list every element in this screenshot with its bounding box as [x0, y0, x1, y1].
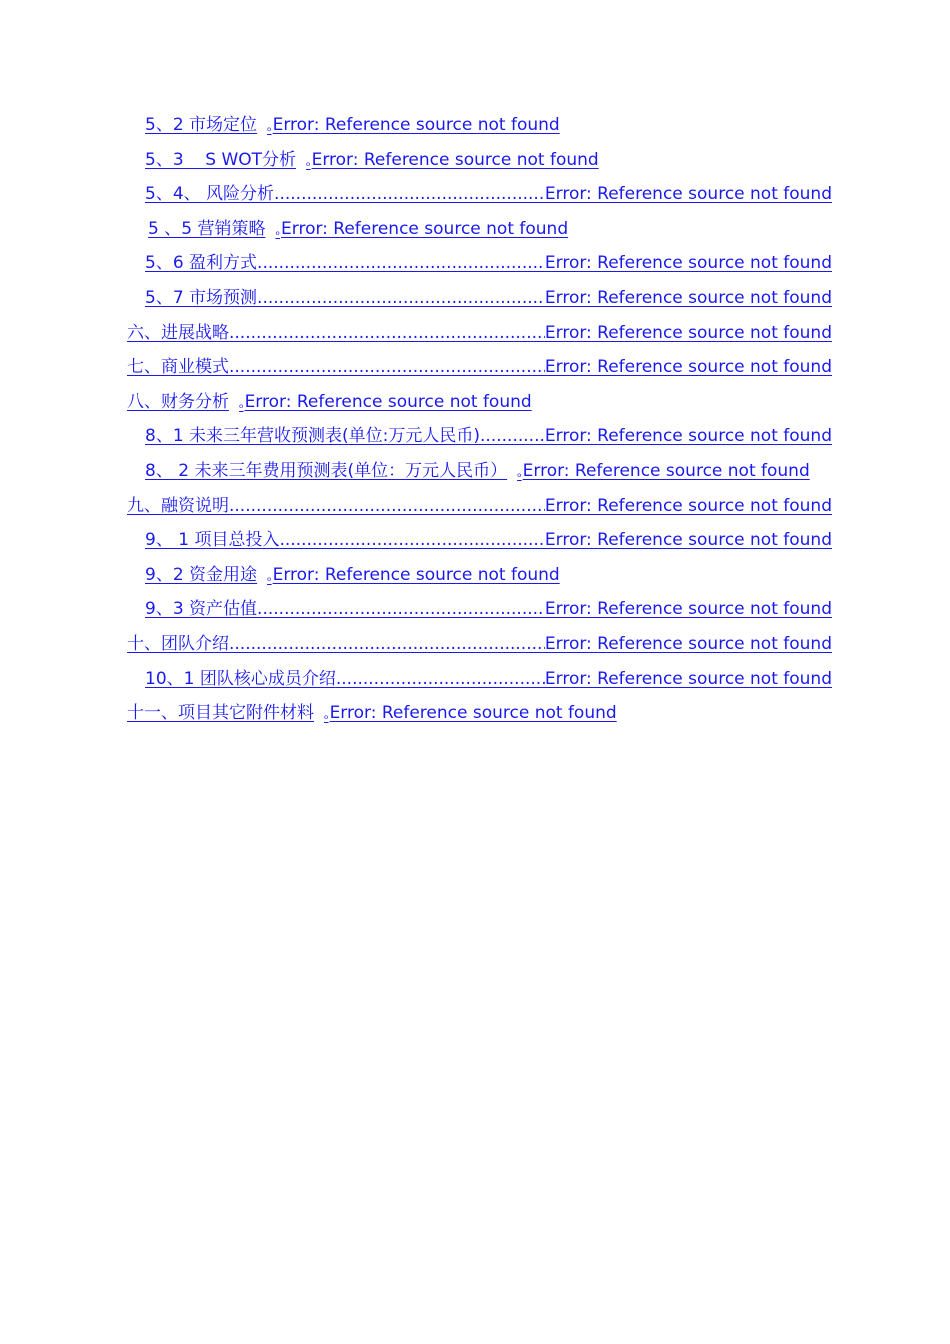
toc-entry-8[interactable] — [127, 385, 832, 420]
table-of-contents — [127, 108, 832, 731]
toc-entry-10-1[interactable] — [127, 662, 832, 697]
tab-marker: ₒ — [239, 397, 244, 411]
dot-leader — [229, 627, 545, 662]
toc-entry-title: 10、1 团队核心成员介绍 — [145, 668, 336, 689]
dot-leader — [257, 246, 545, 281]
dot-leader — [257, 592, 545, 627]
toc-entry-6[interactable] — [127, 316, 832, 351]
toc-entry-title: 8、 2 未来三年费用预测表(单位：万元人民币） — [145, 460, 508, 481]
dot-leader — [257, 281, 545, 316]
toc-entry-5-7[interactable] — [127, 281, 832, 316]
tab-marker: ₒ — [275, 224, 281, 238]
toc-entry-ref: Error: Reference source not found — [544, 599, 832, 620]
toc-entry-title: 5 、5 营销策略 — [148, 218, 266, 239]
toc-entry-ref: Error: Reference source not found — [544, 357, 832, 378]
toc-entry-ref: Error: Reference source not found — [544, 633, 832, 654]
dot-leader — [279, 523, 544, 558]
dot-leader — [336, 662, 545, 697]
toc-entry-ref: Error: Reference source not found — [522, 460, 810, 481]
toc-entry-ref: Error: Reference source not found — [272, 564, 560, 585]
toc-entry-title: 9、 1 项目总投入 — [145, 530, 280, 551]
dot-leader — [229, 316, 545, 351]
toc-entry-title: 八、财务分析 — [127, 391, 229, 412]
toc-entry-title: 七、商业模式 — [127, 357, 229, 378]
toc-entry-title: 9、3 资产估值 — [145, 599, 258, 620]
toc-entry-ref: Error: Reference source not found — [244, 391, 532, 412]
toc-entry-5-3[interactable] — [127, 143, 832, 178]
toc-entry-ref: Error: Reference source not found — [544, 184, 832, 205]
tab-marker: ₒ — [306, 155, 311, 169]
dot-leader — [229, 489, 545, 524]
toc-entry-title: 8、1 未来三年营收预测表(单位:万元人民币) — [145, 426, 481, 447]
toc-entry-7[interactable] — [127, 350, 832, 385]
toc-entry-9-2[interactable] — [127, 558, 832, 593]
dot-leader — [480, 419, 545, 454]
tab-marker: ₒ — [267, 121, 272, 134]
toc-entry-5-6[interactable] — [127, 246, 832, 281]
tab-marker: ₒ — [517, 466, 522, 480]
toc-entry-title: 5、6 盈利方式 — [145, 253, 258, 274]
toc-entry-8-1[interactable] — [127, 419, 832, 454]
toc-entry-ref: Error: Reference source not found — [281, 218, 569, 239]
toc-entry-title: 9、2 资金用途 — [145, 564, 258, 585]
toc-entry-title: 六、进展战略 — [127, 322, 229, 343]
toc-entry-ref: Error: Reference source not found — [329, 703, 617, 724]
tab-marker: ₒ — [324, 709, 329, 723]
toc-entry-5-2[interactable] — [127, 108, 832, 143]
toc-entry-ref: Error: Reference source not found — [544, 253, 832, 274]
toc-entry-10[interactable] — [127, 627, 832, 662]
toc-entry-ref: Error: Reference source not found — [311, 149, 599, 170]
toc-entry-title: 5、7 市场预测 — [145, 287, 258, 308]
toc-entry-title: 5、3 S WOT分析 — [145, 149, 297, 170]
tab-marker: ₒ — [267, 570, 272, 584]
toc-entry-ref: Error: Reference source not found — [544, 287, 832, 308]
toc-entry-title: 5、2 市场定位 — [145, 115, 258, 135]
toc-entry-8-2[interactable] — [127, 454, 832, 489]
toc-entry-9-3[interactable] — [127, 592, 832, 627]
toc-entry-title: 九、融资说明 — [127, 495, 229, 516]
toc-entry-9[interactable] — [127, 489, 832, 524]
toc-entry-5-5[interactable] — [127, 212, 832, 247]
toc-entry-ref: Error: Reference source not found — [544, 322, 832, 343]
toc-entry-9-1[interactable] — [127, 523, 832, 558]
toc-entry-ref: Error: Reference source not found — [544, 530, 832, 551]
toc-entry-ref: Error: Reference source not found — [544, 668, 832, 689]
toc-entry-ref: Error: Reference source not found — [544, 426, 832, 447]
dot-leader — [274, 177, 545, 212]
toc-entry-ref: Error: Reference source not found — [544, 495, 832, 516]
toc-entry-title: 十、团队介绍 — [127, 633, 229, 654]
toc-entry-11[interactable] — [127, 696, 832, 731]
toc-entry-ref: Error: Reference source not found — [272, 115, 560, 135]
toc-entry-5-4[interactable] — [127, 177, 832, 212]
dot-leader — [229, 350, 545, 385]
toc-entry-title: 十一、项目其它附件材料 — [127, 703, 314, 724]
toc-entry-title: 5、4、 风险分析 — [145, 184, 275, 205]
